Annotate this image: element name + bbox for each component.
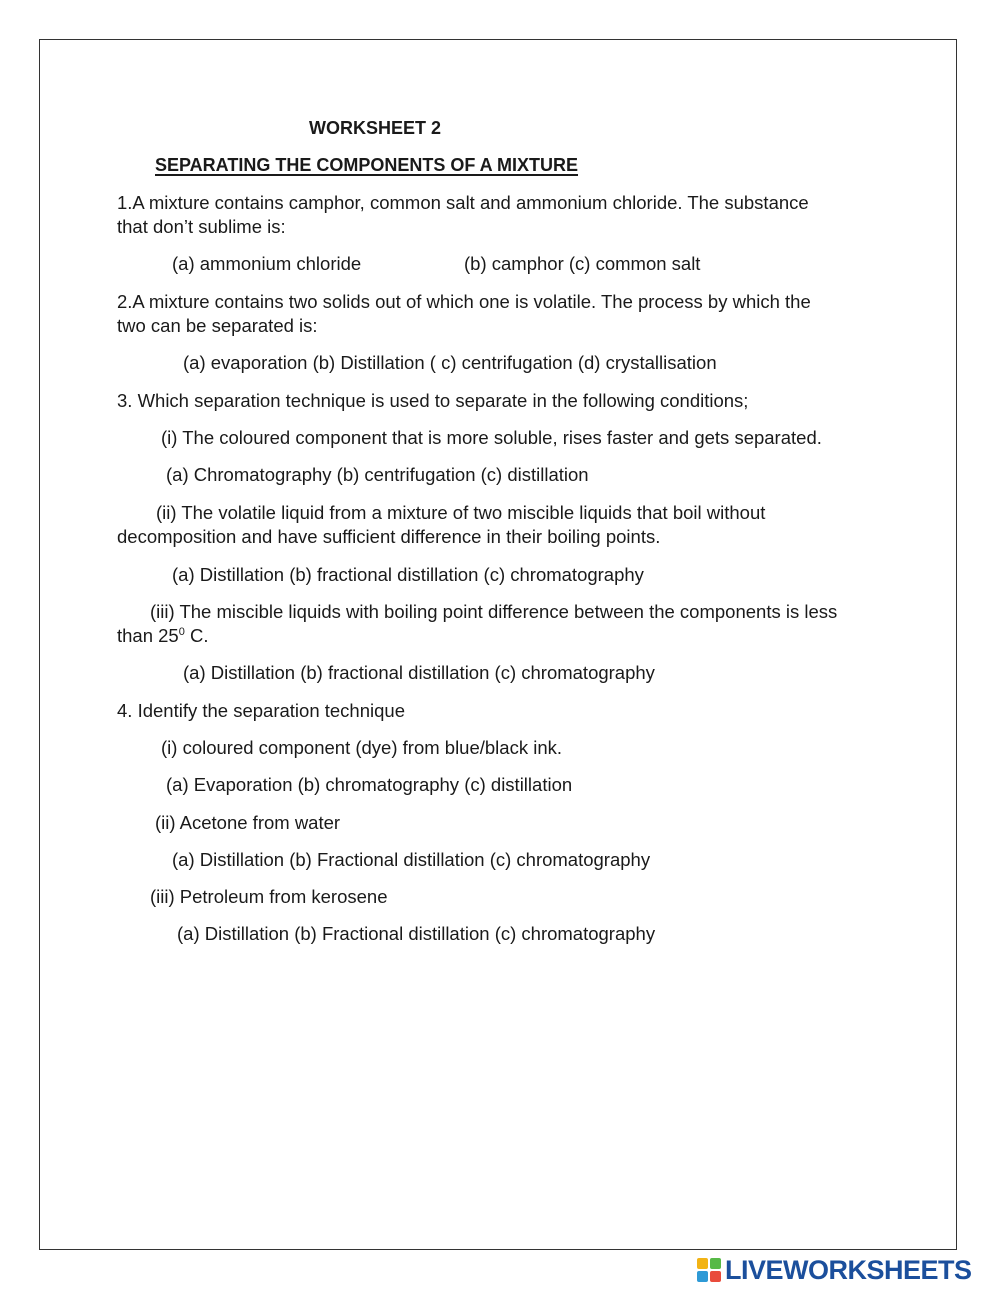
q3-part-i: (i) The coloured component that is more soluble, rises faster and gets separated. (161, 427, 822, 448)
q1-text-line1: 1.A mixture contains camphor, common salt and ammonium chloride. The substance (117, 192, 809, 213)
q3-part-iii-options: (a) Distillation (b) fractional distillation (c) chromatography (183, 662, 655, 683)
q2-text-line1: 2.A mixture contains two solids out of which one is volatile. The process by which the (117, 291, 811, 312)
q3-part-ii-line1: (ii) The volatile liquid from a mixture of two miscible liquids that boil without (156, 502, 766, 523)
q4-part-iii-options: (a) Distillation (b) Fractional distillation (c) chromatography (177, 923, 656, 944)
logo-block (710, 1271, 721, 1282)
liveworksheets-logo (697, 1255, 972, 1285)
worksheet-title: WORKSHEET 2 (309, 118, 442, 138)
q3-stem: 3. Which separation technique is used to separate in the following conditions; (117, 390, 749, 411)
q1-option-a: (a) ammonium chloride (172, 253, 362, 274)
logo-blocks-icon (697, 1258, 721, 1282)
q3-part-iii-line2: than $25^0$ C. (117, 625, 209, 646)
q3-part-ii-line2: decomposition and have sufficient difference in their boiling points. (117, 526, 661, 547)
q1-options-bc: (b) camphor (c) common salt (464, 253, 701, 274)
q4-part-i: (i) coloured component (dye) from blue/black ink. (161, 737, 563, 758)
q2-options: (a) evaporation (b) Distillation ( c) centrifugation (d) crystallisation (183, 352, 717, 373)
logo-block (697, 1271, 708, 1282)
q2-text-line2: two can be separated is: (117, 315, 318, 336)
q4-part-ii-options: (a) Distillation (b) Fractional distillation (c) chromatography (172, 849, 651, 870)
logo-block (710, 1258, 721, 1269)
q4-part-i-options: (a) Evaporation (b) chromatography (c) distillation (166, 774, 573, 795)
worksheet-subtitle: SEPARATING THE COMPONENTS OF A MIXTURE (155, 155, 579, 175)
logo-text: LIVEWORKSHEETS (725, 1254, 972, 1285)
q4-part-ii: (ii) Acetone from water (155, 812, 341, 833)
logo-block (697, 1258, 708, 1269)
degree-superscript: 0 (178, 626, 185, 638)
q1-text-line2: that don’t sublime is: (117, 216, 286, 237)
q3-part-ii-options: (a) Distillation (b) fractional distillation (c) chromatography (172, 564, 644, 585)
q3-part-i-options: (a) Chromatography (b) centrifugation (c) distillation (166, 464, 589, 485)
q3-part-iii-line1: (iii) The miscible liquids with boiling point difference between the components is less (150, 601, 838, 622)
q4-part-iii: (iii) Petroleum from kerosene (150, 886, 388, 907)
q4-stem: 4. Identify the separation technique (117, 700, 405, 721)
